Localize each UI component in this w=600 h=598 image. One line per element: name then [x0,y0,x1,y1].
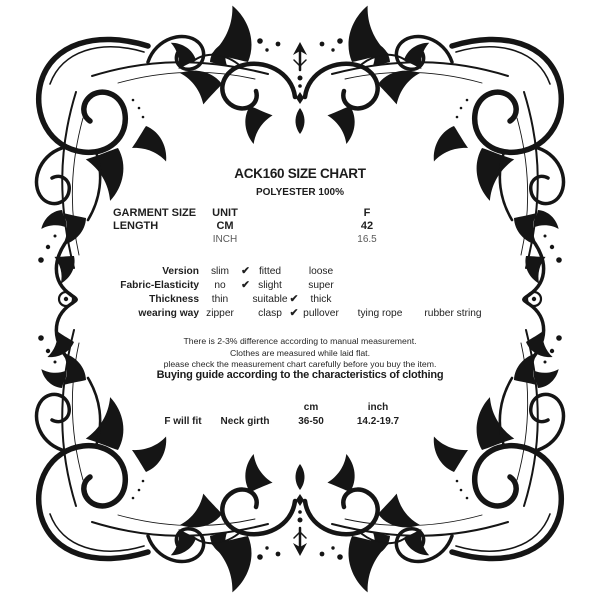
size-column-header: F [363,206,371,219]
value-cell: 16.5 [357,234,377,246]
check-icon: ✔ [289,307,299,319]
size-table [0,206,600,247]
fit-cm-cell: 36-50 [298,415,324,427]
feature-option: suitable [252,293,288,305]
fit-measure-cell: Neck girth [220,415,270,427]
unit-cell: CM [216,220,234,233]
fit-inch-cell: 14.2-19.7 [356,415,400,427]
check-icon: ✔ [289,293,299,305]
check-icon: ✔ [241,265,250,277]
feature-label: wearing way [138,307,199,319]
size-table-row [0,206,600,220]
feature-option: rubber string [424,307,482,319]
note-line: There is 2-3% difference according to manual measurement. [183,336,417,346]
feature-option: fitted [258,265,282,277]
material-subtitle: POLYESTER 100% [255,187,344,198]
fit-header-row [0,401,600,415]
feature-label: Fabric-Elasticity [120,279,199,291]
feature-option: super [308,279,334,291]
feature-option [419,292,487,306]
feature-option [350,264,410,278]
feature-option [350,292,410,306]
feature-option: no [214,279,226,291]
feature-option [350,278,410,292]
feature-option: zipper [206,307,234,319]
unit-cell: INCH [212,234,238,246]
feature-row [0,264,600,278]
feature-option: clasp [258,307,282,319]
size-table-row [0,233,600,247]
features-table [0,264,600,320]
feature-row [0,292,600,306]
fit-header-cm: cm [303,402,319,414]
note-line: Clothes are measured while laid flat. [229,347,371,358]
feature-option [419,264,487,278]
feature-option: slim [210,265,230,277]
value-cell: 42 [360,220,374,233]
page-title: ACK160 SIZE CHART [234,166,366,181]
feature-label: Thickness [149,293,199,305]
size-row-label: GARMENT SIZE [113,206,197,219]
feature-row [0,278,600,292]
size-row-label: LENGTH [113,220,159,233]
feature-option: loose [308,265,334,277]
buying-guide-heading: Buying guide according to the characteristics of clothing [156,369,444,381]
fit-header-inch: inch [367,402,389,414]
size-table-row [0,220,600,234]
fit-table [0,401,600,428]
unit-header: UNIT [212,206,238,219]
feature-option: pullover [303,307,339,319]
feature-option: thick [310,293,332,305]
measurement-notes [0,336,600,371]
feature-label: Version [162,265,199,277]
feature-option: slight [258,279,282,291]
fit-data-row [0,415,600,429]
note-line: please check the measurement chart carefully before you buy the item. [163,359,437,370]
fit-size-cell: F will fit [164,415,202,427]
feature-option: tying rope [357,307,403,319]
feature-option [419,278,487,292]
feature-row [0,306,600,320]
check-icon: ✔ [241,279,250,291]
feature-option: thin [211,293,229,305]
